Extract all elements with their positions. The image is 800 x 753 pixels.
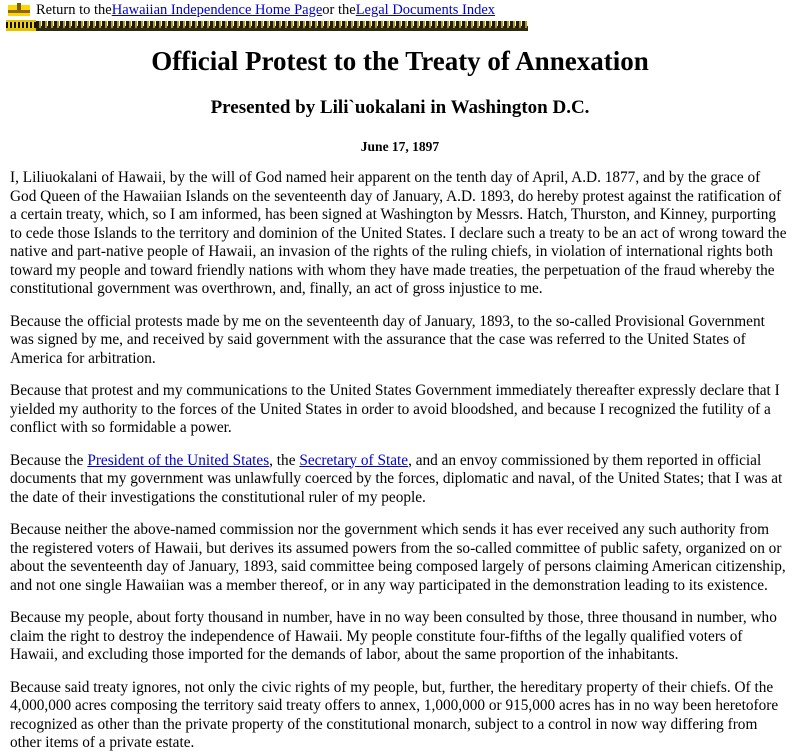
decorative-divider-graphic bbox=[6, 20, 528, 32]
document-date: June 17, 1897 bbox=[360, 139, 440, 154]
paragraph-4 bbox=[10, 452, 790, 508]
paragraph-4-tail: , and an envoy commissioned by them reported in official documents that my government was unlawfully coerced by the forces, diplomatic and naval, of the United States; that I was at the date of their investigations the constitutional ruler of my people. bbox=[10, 451, 783, 506]
president-of-the-united-states-link[interactable]: President of the United States bbox=[87, 451, 270, 469]
paragraph-2: Because the official protests made by me on the seventeenth day of January, 1893, to the so-called Provisional Government was signed by me, and received by said government with the assurance that the case was referred to the United States of America for arbitration. bbox=[10, 312, 765, 367]
yellow-marker-icon bbox=[8, 3, 30, 18]
paragraph-6: Because my people, about forty thousand in number, have in no way been consulted by those, three thousand in number, who claim the right to destroy the independence of Hawaii. My people constitute four-fifths of the legally qualified voters of Hawaii, and excluding those imported for the demands of labor, about the same proportion of the inhabitants. bbox=[10, 609, 777, 663]
paragraph-3: Because that protest and my communications to the United States Government immediately thereafter expressly declare that I yielded my authority to the forces of the United States in order to avoid bloodshed, and because I recognized the futility of a conflict with so formidable a power. bbox=[10, 382, 780, 436]
secretary-of-state-link[interactable]: Secretary of State bbox=[299, 451, 409, 469]
hawaiian-independence-home-page-link[interactable]: Hawaiian Independence Home Page bbox=[111, 2, 323, 18]
document-body bbox=[6, 169, 794, 753]
paragraph-5: Because neither the above-named commission nor the government which sends it has ever received any such authority from the registered voters of Hawaii, but derives its assumed powers from the so-called committee of public safety, organized on or about the seventeenth day of January, 1893, said committee being composed largely of persons claiming American citizenship, and not one single Hawaiian was a member thereof, or in any way participated in the demonstration leading to its existence. bbox=[10, 521, 786, 594]
paragraph-7: Because said treaty ignores, not only the civic rights of my people, but, further, the hereditary property of their chiefs. Of the 4,000,000 acres composing the territory said treaty offers to annex, 1,000,000 or 915,000 acres has in no way been heretofore recognized as other than the private property of the constitutional monarch, subject to a control in now way differing from other items of a private estate. bbox=[10, 678, 779, 751]
paragraph-1: I, Liliuokalani of Hawaii, by the will of God named heir apparent on the tenth day of April, A.D. 1877, and by the grace of God Queen of the Hawaiian Islands on the seventeenth day of January, A.D. 1893, do hereby protest against the ratification of a certain treaty, which, so I am informed, has been signed at Washington by Messrs. Hatch, Thurston, and Kinney, purporting to cede those Islands to the territory and dominion of the United States. I declare such a treaty to be an act of wrong toward the native and part-native people of Hawaii, an invasion of the rights of the ruling chiefs, in violation of international rights both toward my people and toward friendly nations with whom they have made treaties, the perpetuation of the fraud whereby the constitutional government was overthrown, and, finally, an act of gross injustice to me. bbox=[10, 169, 787, 297]
nav-middle-text: or the bbox=[322, 2, 356, 18]
paragraph-4-mid: , the bbox=[269, 451, 300, 469]
top-navigation-line bbox=[6, 2, 794, 19]
page-title: Official Protest to the Treaty of Annexation bbox=[151, 46, 649, 76]
legal-documents-index-link[interactable]: Legal Documents Index bbox=[355, 2, 496, 18]
nav-prefix-text: Return to the bbox=[36, 2, 112, 18]
paragraph-4-lead: Because the bbox=[10, 451, 88, 469]
page-subtitle: Presented by Lili`uokalani in Washington D.C. bbox=[210, 97, 590, 118]
